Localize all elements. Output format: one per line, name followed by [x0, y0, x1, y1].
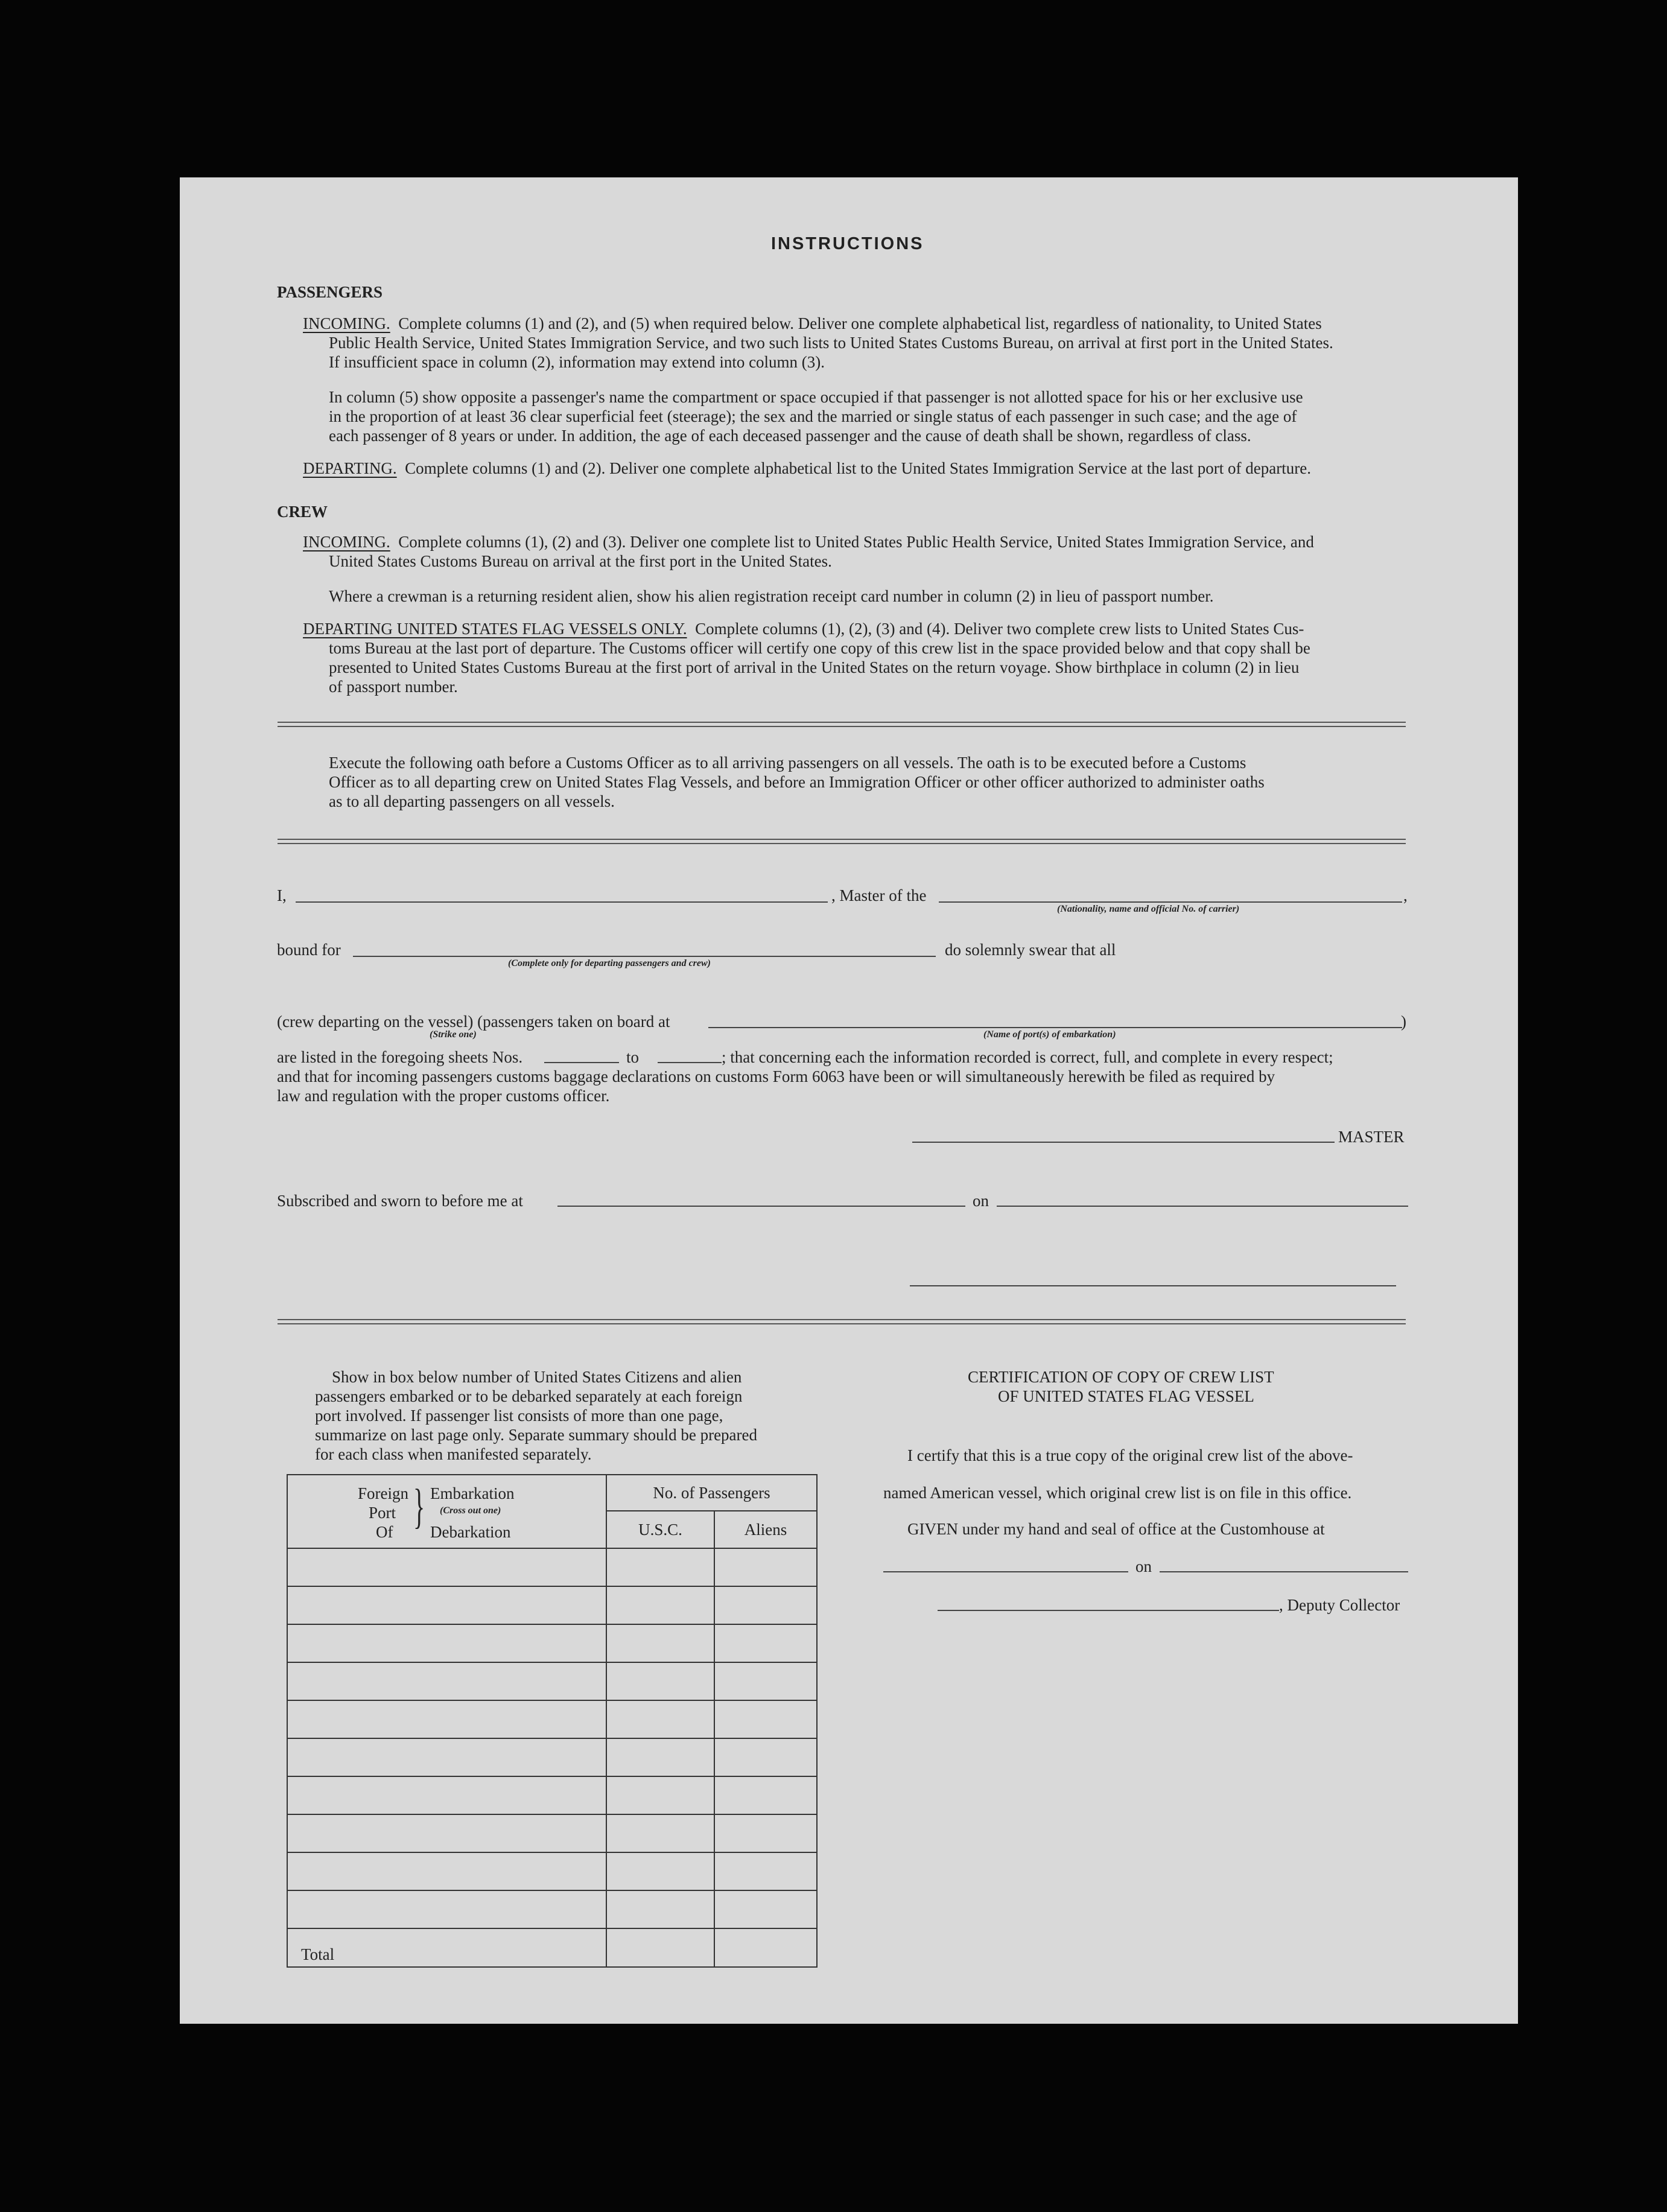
total-label: Total [287, 1928, 606, 1967]
aliens-cell[interactable] [714, 1814, 817, 1852]
sheets-listed-label: are listed in the foregoing sheets Nos. [277, 1048, 523, 1066]
complete-only-hint: (Complete only for departing passengers and crew) [508, 958, 711, 968]
passengers-heading: PASSENGERS [277, 283, 383, 301]
embarkation-label: Embarkation [430, 1484, 515, 1502]
master-label: MASTER [1338, 1128, 1405, 1146]
oath-line2: and that for incoming passengers customs baggage declarations on customs Form 6063 have been or will simultaneously herewith be filed as required by [277, 1067, 1275, 1085]
oath-instructions-line3: as to all departing passengers on all vessels. [329, 792, 615, 810]
oath-line3: law and regulation with the proper customs officer. [277, 1087, 610, 1105]
usc-cell[interactable] [606, 1852, 714, 1890]
column5-line3: each passenger of 8 years or under. In addition, the age of each deceased passenger and the cause of death shall be shown, regardless of class. [329, 427, 1251, 445]
usc-cell[interactable] [606, 1548, 714, 1586]
passengers-departing-text: Complete columns (1) and (2). Deliver one complete alphabetical list to the United States Immigration Service at the last port of departure. [405, 459, 1311, 477]
usc-cell[interactable] [606, 1738, 714, 1776]
customhouse-field[interactable] [883, 1571, 1128, 1572]
crew-departing-line1 [303, 619, 1304, 638]
certification-line2: named American vessel, which original crew list is on file in this office. [883, 1484, 1352, 1502]
summary-line2: passengers embarked or to be debarked separately at each foreign [315, 1387, 743, 1405]
crew-resident-text: Where a crewman is a returning resident alien, show his alien registration receipt card number in column (2) in lieu of passport number. [329, 587, 1214, 605]
bound-for-field[interactable] [353, 956, 936, 957]
crew-departing-line4: of passport number. [329, 678, 458, 696]
aliens-cell[interactable] [714, 1548, 817, 1586]
crew-departing-label: DEPARTING UNITED STATES FLAG VESSELS ONLY. [303, 620, 687, 638]
passengers-incoming-text: Complete columns (1) and (2), and (5) when required below. Deliver one complete alphabetical list, regardless of nationality, to United States [398, 314, 1322, 332]
bound-for-label: bound for [277, 941, 341, 959]
usc-cell[interactable] [606, 1814, 714, 1852]
crew-heading: CREW [277, 503, 328, 521]
embarkation-port-field[interactable] [708, 1027, 1402, 1028]
aliens-cell[interactable] [714, 1738, 817, 1776]
aliens-total-cell[interactable] [714, 1928, 817, 1967]
certification-date-field[interactable] [1160, 1571, 1408, 1572]
table-row [287, 1814, 817, 1852]
swear-label: do solemnly swear that all [945, 941, 1116, 959]
port-header-cell [287, 1475, 606, 1548]
oath-comma: , [1403, 886, 1408, 904]
brace-icon: } [413, 1480, 425, 1533]
usc-total-cell[interactable] [606, 1928, 714, 1967]
aliens-cell[interactable] [714, 1624, 817, 1662]
section-divider [278, 1319, 1406, 1324]
port-cell[interactable] [287, 1586, 606, 1624]
table-row [287, 1776, 817, 1814]
crew-incoming-line1 [303, 532, 1314, 551]
nationality-hint: (Nationality, name and official No. of carrier) [1057, 904, 1240, 914]
usc-cell[interactable] [606, 1890, 714, 1928]
port-cell[interactable] [287, 1890, 606, 1928]
crew-departing-line3: presented to United States Customs Bureau at the first port of arrival in the United States on the return voyage. Show birthplace in column (2) in lieu [329, 658, 1300, 676]
sheet-from-field[interactable] [544, 1062, 619, 1063]
sheet-to-label: to [626, 1048, 640, 1066]
aliens-cell[interactable] [714, 1700, 817, 1738]
aliens-cell[interactable] [714, 1776, 817, 1814]
section-divider [278, 839, 1406, 844]
section-divider [278, 722, 1406, 727]
crew-passengers-label: (crew departing on the vessel) (passengers taken on board at [277, 1012, 670, 1031]
port-cell[interactable] [287, 1852, 606, 1890]
oath-instructions-line1: Execute the following oath before a Customs Officer as to all arriving passengers on all vessels. The oath is to be executed before a Customs [329, 754, 1246, 772]
usc-cell[interactable] [606, 1624, 714, 1662]
summary-line3: port involved. If passenger list consists of more than one page, [315, 1406, 723, 1425]
certification-line3: GIVEN under my hand and seal of office at the Customhouse at [907, 1520, 1325, 1538]
port-cell[interactable] [287, 1624, 606, 1662]
master-of-label: , Master of the [831, 886, 927, 904]
aliens-header: Aliens [714, 1511, 817, 1548]
table-row [287, 1624, 817, 1662]
table-header-row [287, 1475, 817, 1511]
oath-instructions-line2: Officer as to all departing crew on United States Flag Vessels, and before an Immigration Officer or other officer authorized to administer oaths [329, 773, 1265, 791]
summary-line1: Show in box below number of United States Citizens and alien [332, 1368, 742, 1386]
debarkation-label: Debarkation [430, 1523, 511, 1541]
passengers-departing [303, 459, 1311, 478]
passenger-summary-table [287, 1474, 818, 1968]
port-cell[interactable] [287, 1776, 606, 1814]
master-signature-field[interactable] [912, 1142, 1335, 1143]
passengers-incoming-label: INCOMING. [303, 314, 390, 332]
sworn-place-field[interactable] [557, 1206, 965, 1207]
summary-line4: summarize on last page only. Separate summary should be prepared [315, 1426, 758, 1444]
no-passengers-header: No. of Passengers [606, 1475, 817, 1511]
port-hint: (Name of port(s) of embarkation) [983, 1029, 1116, 1040]
usc-cell[interactable] [606, 1662, 714, 1700]
table-row [287, 1852, 817, 1890]
deputy-collector-label: , Deputy Collector [1279, 1596, 1400, 1614]
summary-line5: for each class when manifested separately. [315, 1445, 592, 1463]
master-name-field[interactable] [296, 901, 828, 903]
column5-line1: In column (5) show opposite a passenger's name the compartment or space occupied if that passenger is not allotted space for his or her exclusive use [329, 388, 1303, 406]
subscribed-label: Subscribed and sworn to before me at [277, 1192, 523, 1210]
aliens-cell[interactable] [714, 1890, 817, 1928]
usc-cell[interactable] [606, 1586, 714, 1624]
table-row [287, 1662, 817, 1700]
table-row [287, 1738, 817, 1776]
sheet-to-field[interactable] [658, 1062, 722, 1063]
usc-cell[interactable] [606, 1776, 714, 1814]
passengers-departing-label: DEPARTING. [303, 459, 397, 477]
port-cell[interactable] [287, 1814, 606, 1852]
certification-line1: I certify that this is a true copy of the original crew list of the above- [907, 1446, 1353, 1464]
port-cell[interactable] [287, 1548, 606, 1586]
port-label: Port [369, 1504, 396, 1522]
foreign-label: Foreign [358, 1484, 408, 1502]
page-title: INSTRUCTIONS [771, 234, 924, 253]
passengers-incoming-line2: Public Health Service, United States Immigration Service, and two such lists to United States Customs Bureau, on arrival at first port in the United States. [329, 334, 1333, 352]
certification-title-line1: CERTIFICATION OF COPY OF CREW LIST [968, 1368, 1274, 1386]
officer-signature-field[interactable] [910, 1285, 1396, 1286]
total-row [287, 1928, 817, 1967]
certification-title-line2: OF UNITED STATES FLAG VESSEL [998, 1387, 1254, 1405]
sworn-on-label: on [973, 1192, 989, 1210]
crew-incoming-line2: United States Customs Bureau on arrival at the first port in the United States. [329, 552, 832, 570]
cross-out-hint: (Cross out one) [440, 1505, 501, 1516]
port-cell[interactable] [287, 1738, 606, 1776]
table-row [287, 1586, 817, 1624]
aliens-cell[interactable] [714, 1586, 817, 1624]
table-row [287, 1548, 817, 1586]
sworn-date-field[interactable] [997, 1206, 1408, 1207]
port-cell[interactable] [287, 1662, 606, 1700]
vessel-field[interactable] [939, 901, 1402, 903]
certification-on-label: on [1135, 1557, 1152, 1575]
table-row [287, 1890, 817, 1928]
crew-departing-text: Complete columns (1), (2), (3) and (4). Deliver two complete crew lists to United States Cus- [695, 620, 1304, 638]
of-label: Of [376, 1523, 393, 1541]
table-row [287, 1700, 817, 1738]
passengers-incoming-line3: If insufficient space in column (2), information may extend into column (3). [329, 353, 825, 371]
aliens-cell[interactable] [714, 1852, 817, 1890]
column5-line2: in the proportion of at least 36 clear superficial feet (steerage); the sex and the married or single status of each passenger in such case; and the age of [329, 407, 1297, 425]
port-cell[interactable] [287, 1700, 606, 1738]
usc-cell[interactable] [606, 1700, 714, 1738]
crew-incoming-label: INCOMING. [303, 533, 390, 551]
close-paren: ) [1401, 1012, 1406, 1031]
passengers-incoming-line1 [303, 314, 1322, 333]
oath-i-label: I, [277, 886, 287, 904]
deputy-signature-field[interactable] [938, 1610, 1279, 1611]
crew-departing-line2: toms Bureau at the last port of departure. The Customs officer will certify one copy of this crew list in the space provided below and that copy shall be [329, 639, 1310, 657]
sheets-listed-rest: ; that concerning each the information recorded is correct, full, and complete in every respect; [722, 1048, 1333, 1066]
crew-incoming-text: Complete columns (1), (2) and (3). Deliver one complete list to United States Public Health Service, United States Immigration Service, and [398, 533, 1314, 551]
strike-one-hint: (Strike one) [430, 1029, 477, 1040]
aliens-cell[interactable] [714, 1662, 817, 1700]
usc-header: U.S.C. [606, 1511, 714, 1548]
